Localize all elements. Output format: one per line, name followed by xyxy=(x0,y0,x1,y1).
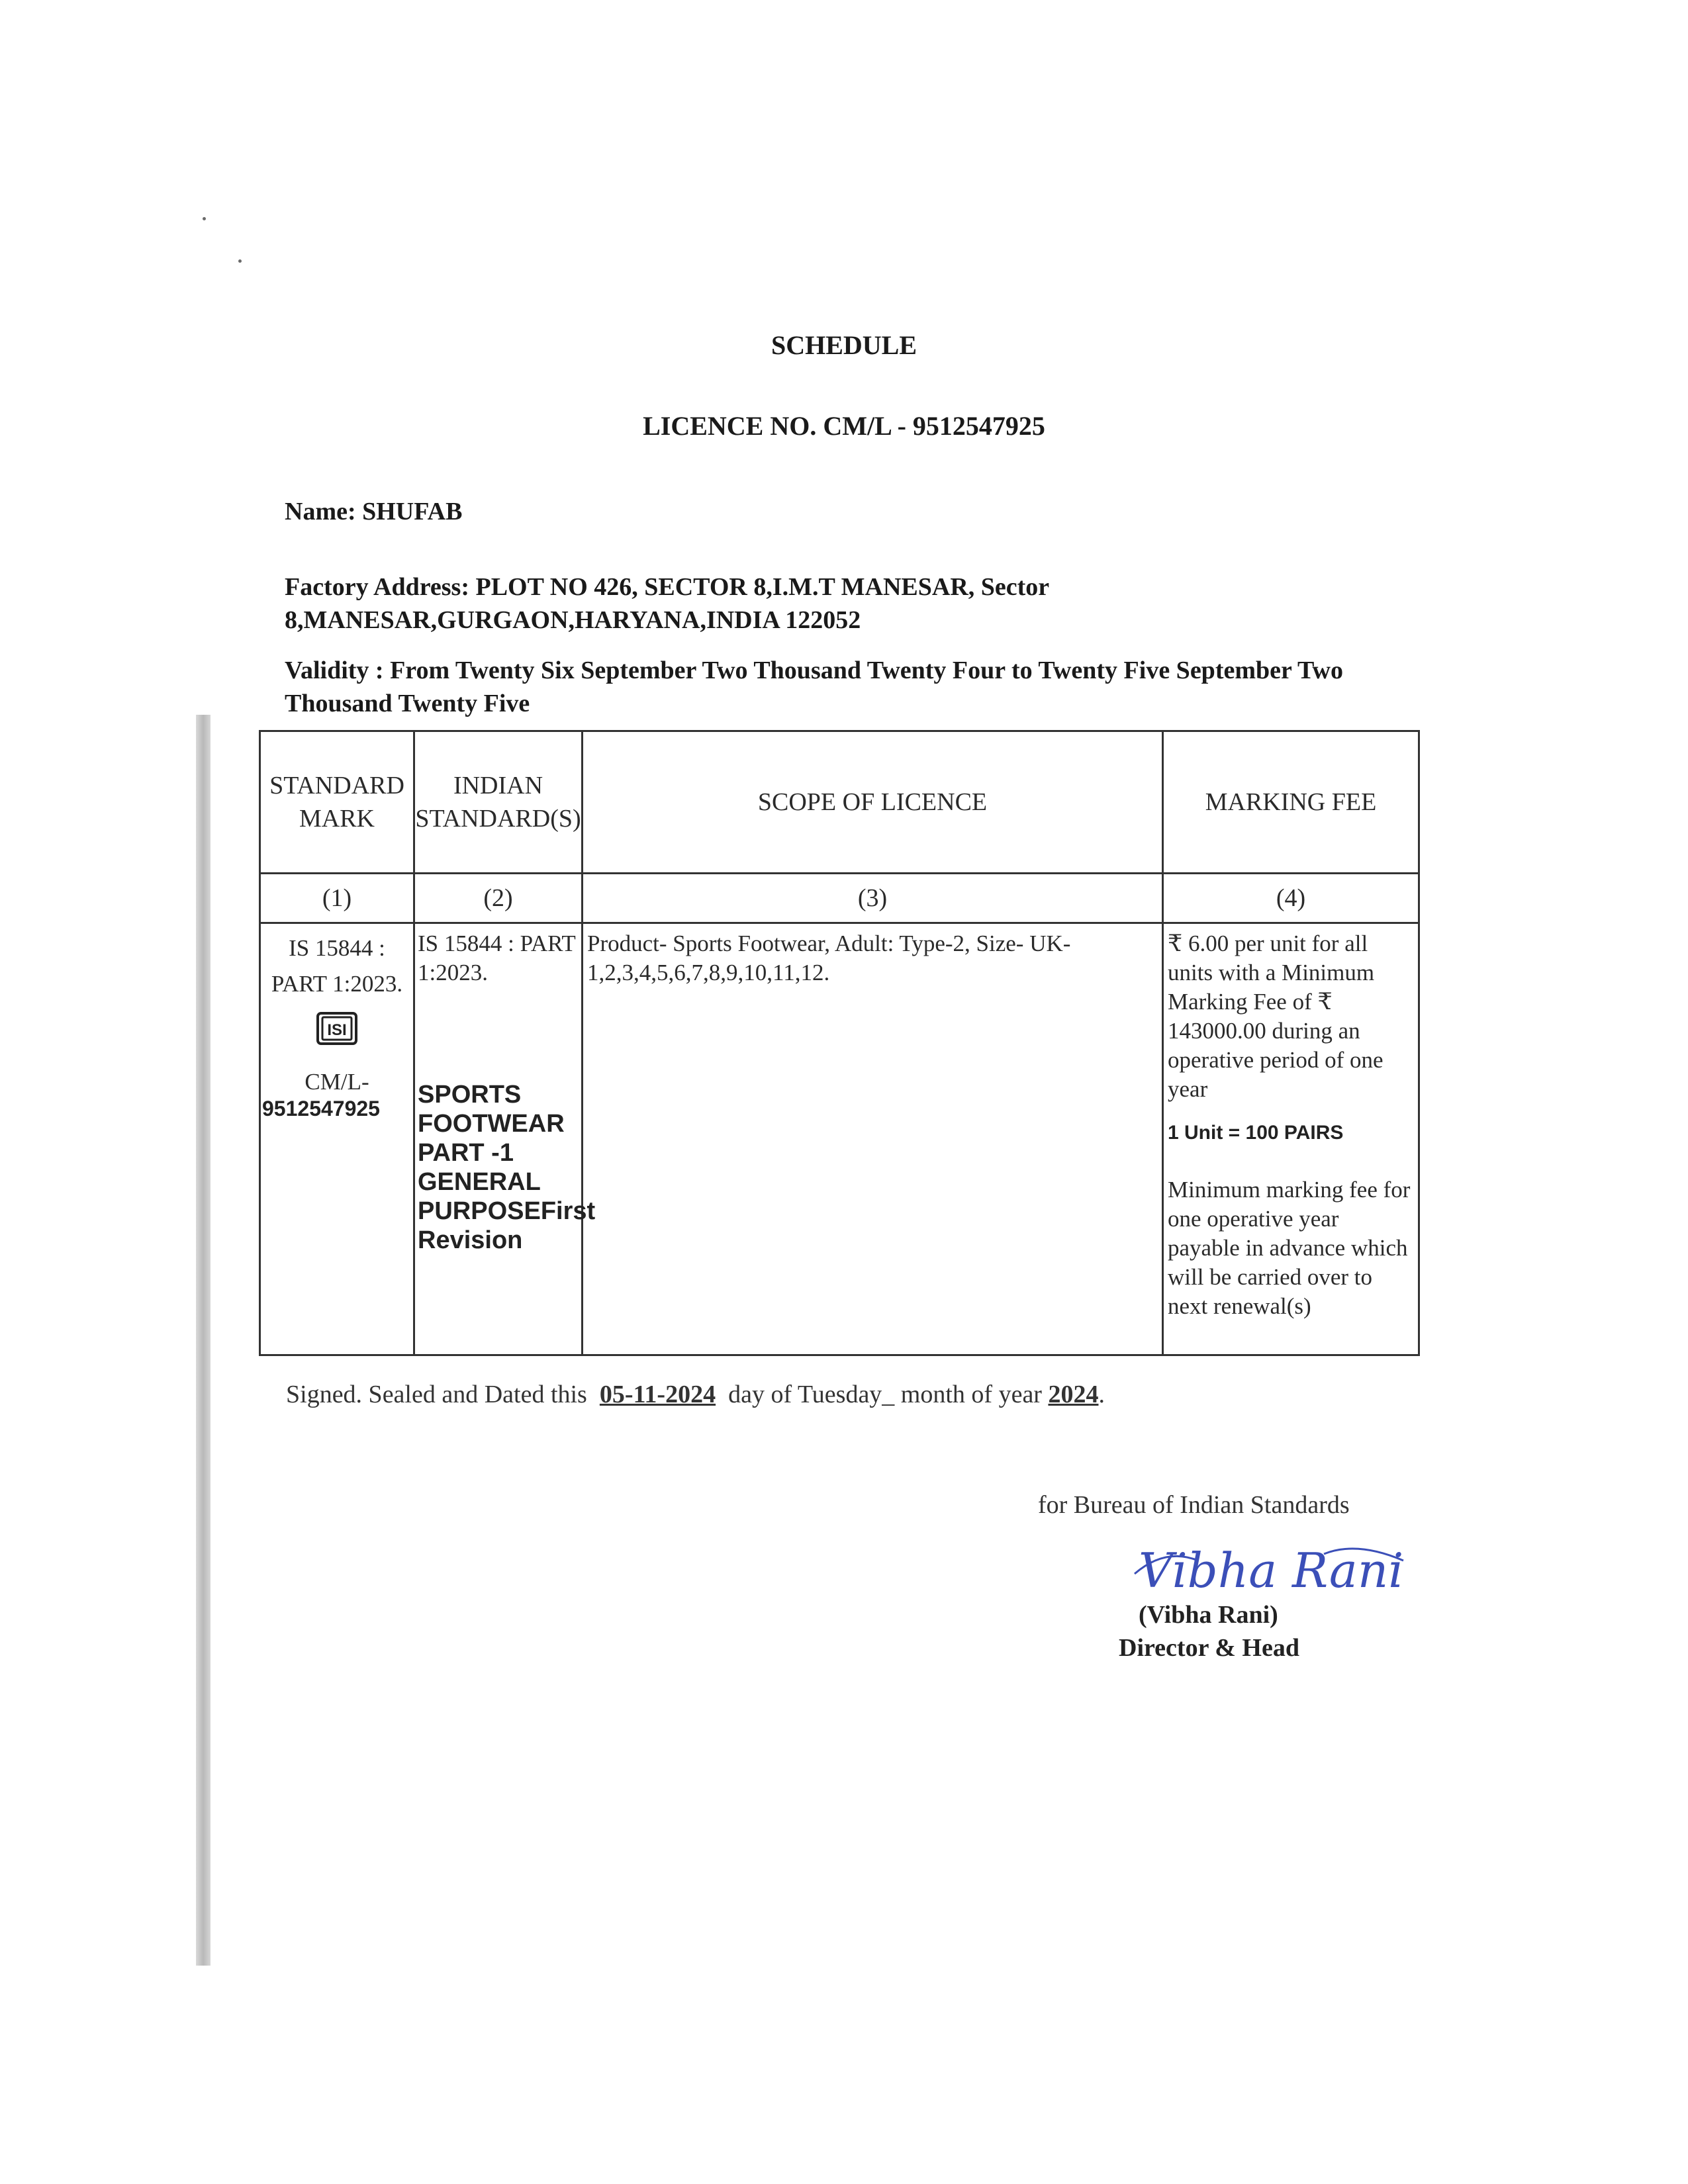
signatory-designation: Director & Head xyxy=(1119,1634,1299,1662)
scan-edge-shadow xyxy=(196,715,211,1966)
schedule-table xyxy=(259,730,1420,1356)
col-number-2: (2) xyxy=(414,874,583,923)
marking-fee-note: Minimum marking fee for one operative year payable in advance which will be carried over to next renewal(s) xyxy=(1168,1177,1411,1319)
signed-sealed-line xyxy=(286,1380,1105,1409)
signatory-name: (Vibha Rani) xyxy=(1139,1601,1278,1629)
table-row xyxy=(260,923,1419,1355)
indian-standard-cell xyxy=(414,923,596,1355)
scope-cell xyxy=(583,923,1163,1355)
scan-speck xyxy=(203,217,206,220)
handwritten-signature-icon xyxy=(1125,1534,1417,1610)
licensee-name: Name: SHUFAB xyxy=(285,498,463,525)
isi-mark-icon xyxy=(316,1011,358,1053)
isi-mark-lettering: ISI xyxy=(327,1021,347,1039)
col-number-3: (3) xyxy=(583,874,1163,923)
signed-end: . xyxy=(1098,1381,1105,1408)
unit-definition: 1 Unit = 100 PAIRS xyxy=(1168,1122,1344,1144)
standard-mark-cell xyxy=(260,923,414,1355)
scope-text: Product- Sports Footwear, Adult: Type-2, Size- UK- 1,2,3,4,5,6,7,8,9,10,11,12. xyxy=(587,931,1071,985)
cml-number: 9512547925 xyxy=(262,1097,380,1120)
scan-speck xyxy=(238,259,242,263)
signed-middle: day of Tuesday_ month of year xyxy=(728,1381,1042,1408)
marking-fee-text: ₹ 6.00 per unit for all units with a Minimum Marking Fee of ₹ 143000.00 during an operative period of one year xyxy=(1168,931,1383,1102)
table-header-row xyxy=(260,731,1419,874)
schedule-heading: SCHEDULE xyxy=(771,330,917,360)
signature-script: Vibha Rani xyxy=(1139,1543,1404,1598)
header-standard-mark: STANDARD MARK xyxy=(260,731,414,874)
header-marking-fee: MARKING FEE xyxy=(1163,731,1419,874)
col-number-1: (1) xyxy=(260,874,414,923)
indian-standard-text: IS 15844 : PART 1:2023. xyxy=(418,931,576,985)
signed-prefix: Signed. Sealed and Dated this xyxy=(286,1381,587,1408)
validity-period: Validity : From Twenty Six September Two Thousand Twenty Four to Twenty Five September Two Thousand Twenty Five xyxy=(285,657,1343,717)
header-indian-standard: INDIAN STANDARD(S) xyxy=(414,731,583,874)
marking-fee-cell xyxy=(1163,923,1419,1355)
indian-standard-description: SPORTS FOOTWEAR PART -1 GENERAL PURPOSEFirst Revision xyxy=(418,1081,596,1254)
signed-year: 2024 xyxy=(1048,1381,1099,1408)
cml-prefix: CM/L- xyxy=(305,1069,369,1095)
signed-date: 05-11-2024 xyxy=(599,1381,716,1408)
header-scope: SCOPE OF LICENCE xyxy=(583,731,1163,874)
factory-address: Factory Address: PLOT NO 426, SECTOR 8,I.M.T MANESAR, Sector 8,MANESAR,GURGAON,HARYANA,INDIA 122052 xyxy=(285,573,1049,634)
licence-number: LICENCE NO. CM/L - 9512547925 xyxy=(643,411,1045,441)
col-number-4: (4) xyxy=(1163,874,1419,923)
standard-mark-text: IS 15844 : PART 1:2023. xyxy=(271,935,403,997)
table-number-row xyxy=(260,874,1419,923)
for-bureau-line: for Bureau of Indian Standards xyxy=(1038,1491,1350,1519)
